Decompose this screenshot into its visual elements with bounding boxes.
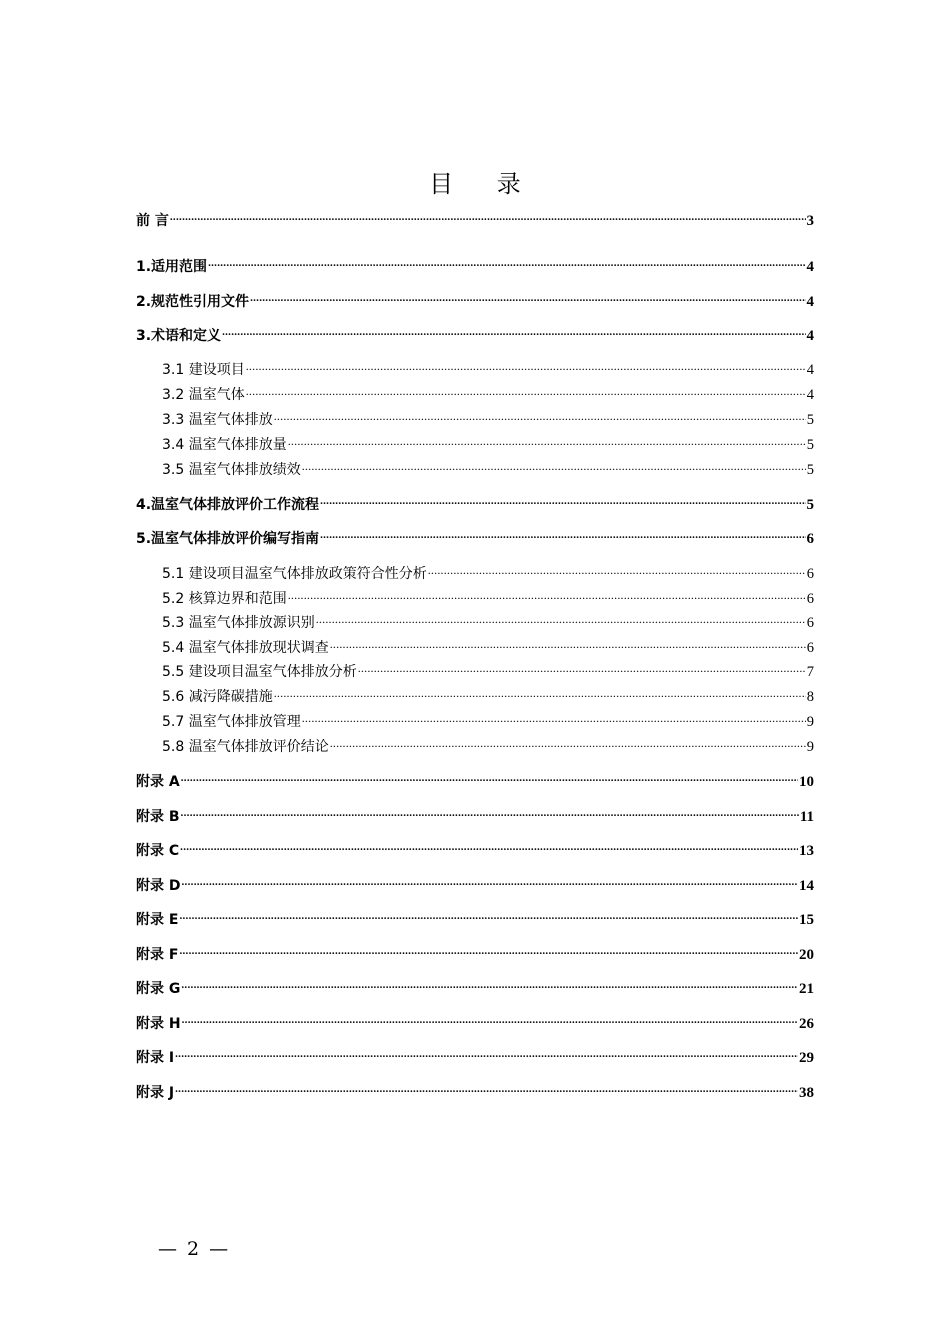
dot-leader: [208, 256, 805, 271]
toc-entry-section[interactable]: [162, 588, 814, 609]
toc-entry-label: 5.4 温室气体排放现状调查: [162, 639, 329, 656]
toc-entry-label: 前 言: [136, 213, 169, 229]
toc-entry-chapter[interactable]: [136, 1013, 814, 1034]
toc-entry-label: 附录 D: [136, 878, 181, 894]
toc-entry-section[interactable]: [162, 563, 814, 584]
page-number: — 2 —: [158, 1238, 231, 1260]
toc-entry-page-number: 7: [806, 663, 814, 680]
toc-entry-label: 3.3 温室气体排放: [162, 411, 273, 428]
toc-entry-label: 1.适用范围: [136, 259, 208, 275]
dot-leader: [246, 384, 806, 399]
toc-entry-page-number: 4: [806, 361, 814, 378]
toc-entry-page-number: 10: [799, 774, 814, 790]
toc-entry-label: 2.规范性引用文件: [136, 294, 250, 310]
toc-entry-page-number: 20: [799, 947, 814, 963]
toc-entry-chapter[interactable]: [136, 1047, 814, 1068]
toc-entry-page-number: 6: [806, 639, 814, 656]
toc-entry-section[interactable]: [162, 661, 814, 682]
toc-entry-label: 3.5 温室气体排放绩效: [162, 461, 301, 478]
toc-entry-label: 附录 G: [136, 981, 181, 997]
toc-entry-chapter[interactable]: [136, 806, 814, 827]
toc-entry-section[interactable]: [162, 686, 814, 707]
toc-entry-label: 附录 E: [136, 912, 179, 928]
toc-entry-section[interactable]: [162, 459, 814, 480]
toc-entry-page-number: 5: [806, 411, 814, 428]
toc-entry-section[interactable]: [162, 612, 814, 633]
toc-entry-label: 5.2 核算边界和范围: [162, 590, 287, 607]
toc-entry-page-number: 6: [806, 614, 814, 631]
toc-entry-chapter[interactable]: [136, 771, 814, 792]
toc-entry-page-number: 13: [799, 843, 814, 859]
toc-entry-page-number: 9: [806, 738, 814, 755]
toc-entry-section[interactable]: [162, 434, 814, 455]
dot-leader: [181, 978, 798, 993]
dot-leader: [246, 359, 806, 374]
toc-entry-section[interactable]: [162, 736, 814, 757]
toc-entry-page-number: 38: [799, 1085, 814, 1101]
dot-leader: [428, 563, 806, 578]
toc-entry-label: 附录 H: [136, 1016, 181, 1032]
toc-entry-page-number: 3: [806, 213, 814, 229]
toc-entry-chapter[interactable]: [136, 494, 814, 515]
toc-entry-page-number: 4: [806, 386, 814, 403]
dot-leader: [182, 1013, 798, 1028]
toc-entry-label: 5.1 建设项目温室气体排放政策符合性分析: [162, 565, 427, 582]
toc-entry-page-number: 4: [806, 294, 814, 310]
toc-entry-chapter[interactable]: [136, 256, 814, 277]
toc-entry-page-number: 8: [806, 688, 814, 705]
toc-entry-page-number: 14: [799, 878, 814, 894]
dot-leader: [330, 736, 806, 751]
toc-entry-label: 4.温室气体排放评价工作流程: [136, 497, 320, 513]
toc-entry-section[interactable]: [162, 359, 814, 380]
toc-entry-page-number: 6: [806, 531, 814, 547]
toc-entry-label: 3.2 温室气体: [162, 386, 245, 403]
toc-entry-label: 5.温室气体排放评价编写指南: [136, 531, 320, 547]
toc-entry-chapter[interactable]: [136, 875, 814, 896]
toc-entry-label: 3.术语和定义: [136, 328, 222, 344]
toc-entry-page-number: 11: [799, 809, 814, 825]
dot-leader: [182, 875, 799, 890]
dot-leader: [320, 528, 805, 543]
toc-entry-label: 附录 F: [136, 947, 179, 963]
toc-entry-label: 5.7 温室气体排放管理: [162, 713, 301, 730]
toc-entry-page-number: 15: [799, 912, 814, 928]
toc-entry-label: 附录 J: [136, 1085, 175, 1101]
dot-leader: [179, 944, 798, 959]
toc-entry-page-number: 5: [806, 461, 814, 478]
dot-leader: [302, 711, 806, 726]
toc-entry-section[interactable]: [162, 409, 814, 430]
dot-leader: [288, 588, 806, 603]
toc-entry-label: 附录 C: [136, 843, 180, 859]
toc-entry-chapter[interactable]: [136, 325, 814, 346]
toc-entry-label: 3.1 建设项目: [162, 361, 245, 378]
toc-entry-label: 5.8 温室气体排放评价结论: [162, 738, 329, 755]
toc-entry-section[interactable]: [162, 637, 814, 658]
dot-leader: [302, 459, 806, 474]
toc-entry-chapter[interactable]: [136, 909, 814, 930]
dot-leader: [181, 771, 798, 786]
page-title: 目 录: [429, 170, 539, 199]
toc-entry-section[interactable]: [162, 384, 814, 405]
toc-entry-page-number: 6: [806, 590, 814, 607]
toc-entry-label: 附录 I: [136, 1050, 175, 1066]
toc-entry-page-number: 29: [799, 1050, 814, 1066]
toc-entry-label: 附录 B: [136, 809, 180, 825]
dot-leader: [250, 291, 805, 306]
dot-leader: [179, 909, 798, 924]
toc-entry-label: 附录 A: [136, 774, 180, 790]
dot-leader: [274, 686, 806, 701]
toc-entry-label: 5.3 温室气体排放源识别: [162, 614, 315, 631]
toc-entry-label: 5.6 减污降碳措施: [162, 688, 273, 705]
toc-entry-page-number: 5: [806, 497, 814, 513]
toc-entry-chapter[interactable]: [136, 210, 814, 231]
toc-entry-chapter[interactable]: [136, 291, 814, 312]
toc-entry-label: 3.4 温室气体排放量: [162, 436, 287, 453]
dot-leader: [330, 637, 806, 652]
toc-entry-label: 5.5 建设项目温室气体排放分析: [162, 663, 357, 680]
dot-leader: [358, 661, 806, 676]
dot-leader: [316, 612, 806, 627]
toc-entry-page-number: 21: [799, 981, 814, 997]
dot-leader: [320, 494, 805, 509]
toc-entry-chapter[interactable]: [136, 978, 814, 999]
dot-leader: [222, 325, 805, 340]
dot-leader: [170, 210, 806, 225]
dot-leader: [180, 840, 798, 855]
toc-entry-chapter[interactable]: [136, 944, 814, 965]
dot-leader: [181, 806, 799, 821]
toc-entry-chapter[interactable]: [136, 840, 814, 861]
dot-leader: [175, 1082, 798, 1097]
toc-entry-page-number: 4: [806, 328, 814, 344]
toc-entry-chapter[interactable]: [136, 1082, 814, 1103]
toc-entry-page-number: 5: [806, 436, 814, 453]
toc-entry-page-number: 4: [806, 259, 814, 275]
toc-entry-section[interactable]: [162, 711, 814, 732]
dot-leader: [274, 409, 806, 424]
dot-leader: [288, 434, 806, 449]
toc-entry-page-number: 9: [806, 713, 814, 730]
dot-leader: [175, 1047, 798, 1062]
toc-entry-page-number: 26: [799, 1016, 814, 1032]
toc-entry-chapter[interactable]: [136, 528, 814, 549]
toc-entry-page-number: 6: [806, 565, 814, 582]
